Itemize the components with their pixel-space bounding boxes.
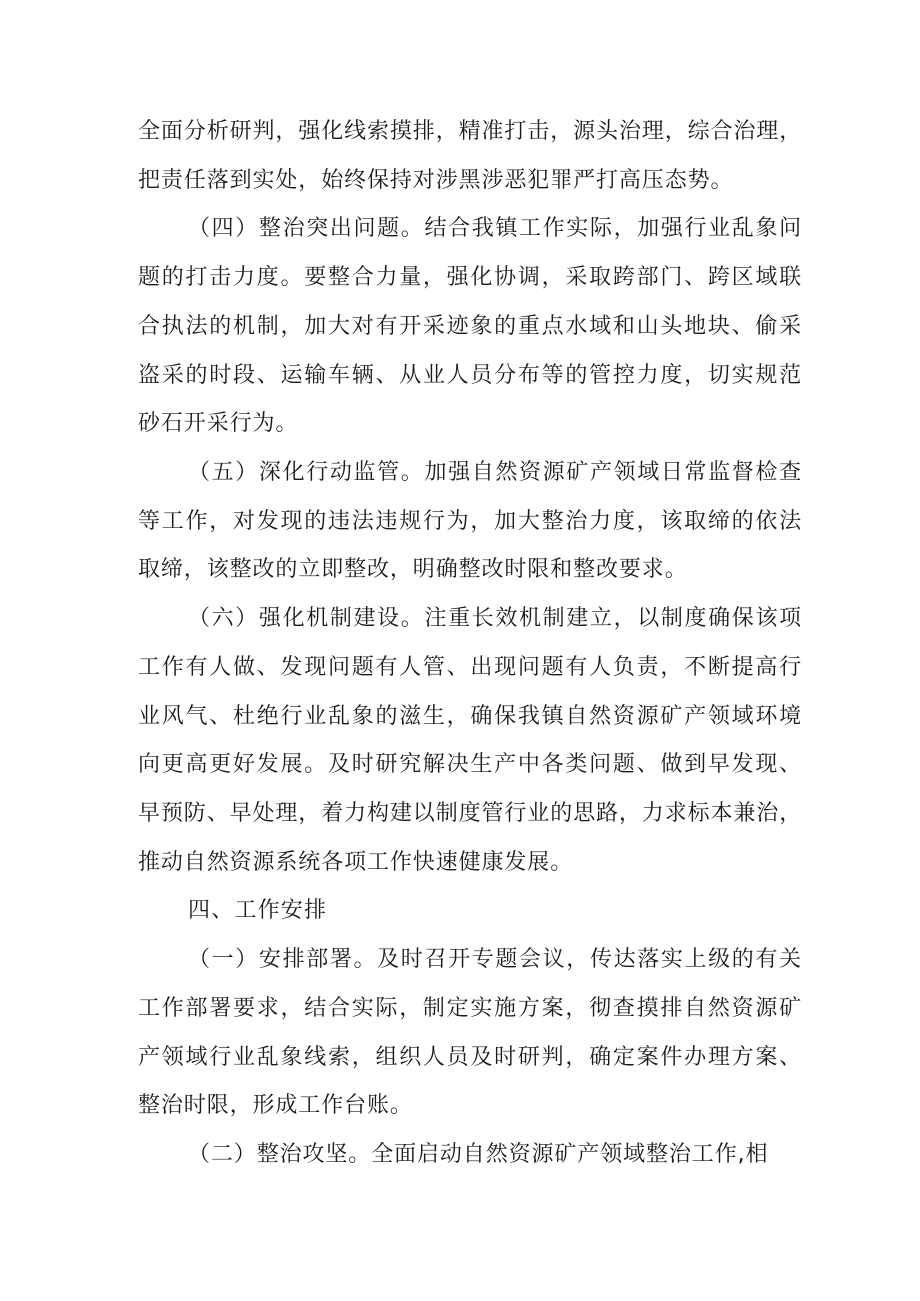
paragraph-line: 推动自然资源系统各项工作快速健康发展。: [138, 850, 574, 875]
paragraph-line: 合执法的机制，加大对有开采迹象的重点水域和山头地块、偷采: [138, 314, 802, 339]
paragraph-line: （一）安排部署。及时召开专题会议，传达落实上级的有关: [188, 947, 802, 972]
paragraph-line: （五）深化行动监管。加强自然资源矿产领域日常监督检查: [188, 460, 802, 485]
paragraph-line: 业风气、杜绝行业乱象的滋生，确保我镇自然资源矿产领域环境: [138, 704, 802, 729]
paragraph-line: 整治时限，形成工作台账。: [138, 1093, 413, 1118]
paragraph-line: 向更高更好发展。及时研究解决生产中各类问题、做到早发现、: [138, 752, 802, 777]
paragraph-line: （六）强化机制建设。注重长效机制建立，以制度确保该项: [188, 606, 802, 631]
paragraph-line: （二）整治攻坚。全面启动自然资源矿产领域整治工作,相: [188, 1142, 769, 1167]
paragraph-line: 早预防、早处理，着力构建以制度管行业的思路，力求标本兼治，: [138, 801, 803, 826]
paragraph-line: 工作有人做、发现问题有人管、出现问题有人负责，不断提高行: [138, 655, 802, 680]
paragraph-line: 全面分析研判，强化线索摸排，精准打击，源头治理，综合治理，: [138, 119, 803, 144]
paragraph-line: 等工作，对发现的违法违规行为，加大整治力度，该取缔的依法: [138, 509, 802, 534]
paragraph-line: 产领域行业乱象线索，组织人员及时研判，确定案件办理方案、: [138, 1045, 802, 1070]
paragraph-line: 盗采的时段、运输车辆、从业人员分布等的管控力度，切实规范: [138, 363, 802, 388]
paragraph-line: 取缔，该整改的立即整改，明确整改时限和整改要求。: [138, 557, 688, 582]
paragraph-line: （四）整治突出问题。结合我镇工作实际，加强行业乱象问: [188, 216, 802, 241]
paragraph-line: 题的打击力度。要整合力量，强化协调，采取跨部门、跨区域联: [138, 265, 802, 290]
paragraph-line: 砂石开采行为。: [138, 411, 299, 436]
paragraph-line: 工作部署要求，结合实际，制定实施方案，彻查摸排自然资源矿: [138, 996, 802, 1021]
paragraph-line: 把责任落到实处，始终保持对涉黑涉恶犯罪严打高压态势。: [138, 168, 734, 193]
section-heading: 四、工作安排: [188, 898, 328, 923]
